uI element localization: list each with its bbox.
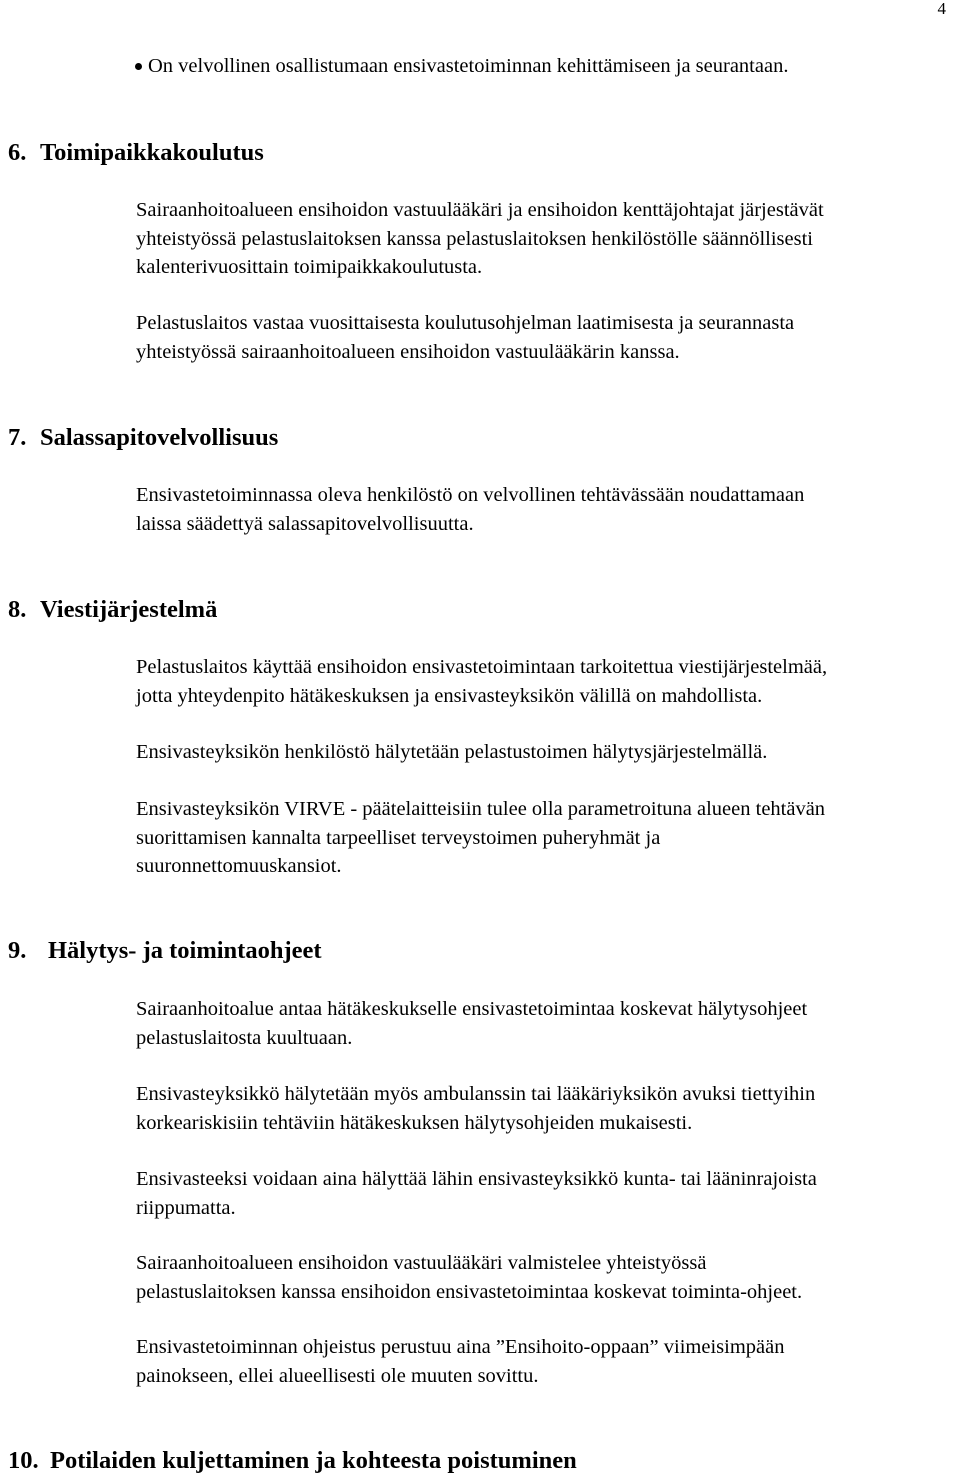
section-6-heading bbox=[8, 138, 264, 168]
text-line: korkeariskisiin tehtäviin hätäkeskuksen hälytysohjeiden mukaisesti. bbox=[136, 1111, 693, 1134]
text-line: Ensivasteyksikkö hälytetään myös ambulanssin tai lääkäriyksikön avuksi tiettyihin bbox=[136, 1083, 816, 1105]
text-line: suuronnettomuuskansiot. bbox=[136, 855, 342, 877]
text-line: Ensivastetoiminnassa oleva henkilöstö on velvollinen tehtävässään noudattamaan bbox=[136, 484, 805, 506]
text-line: jotta yhteydenpito hätäkeskuksen ja ensivasteyksikön välillä on mahdollista. bbox=[136, 684, 763, 707]
section-9-paragraph-3 bbox=[136, 1165, 817, 1222]
text-line: laissa säädettyä salassapitovelvollisuutta. bbox=[136, 512, 474, 535]
text-line: Sairaanhoitoalueen ensihoidon vastuulääkäri ja ensihoidon kenttäjohtajat järjestävät bbox=[136, 199, 824, 221]
text-line: Ensivasteyksikön henkilöstö hälytetään pelastustoimen hälytysjärjestelmällä. bbox=[136, 741, 768, 763]
section-8-paragraph-2 bbox=[136, 738, 767, 767]
section-9-paragraph-4 bbox=[136, 1249, 802, 1306]
text-line: Pelastuslaitos käyttää ensihoidon ensivastetoimintaan tarkoitettua viestijärjestelmää, bbox=[136, 656, 828, 678]
section-6-paragraph-2 bbox=[136, 309, 794, 366]
text-line: Pelastuslaitos vastaa vuosittaisesta koulutusohjelman laatimisesta ja seurannasta bbox=[136, 312, 795, 334]
section-title: Potilaiden kuljettaminen ja kohteesta poistuminen bbox=[50, 1447, 577, 1474]
text-line: painokseen, ellei alueellisesti ole muuten sovittu. bbox=[136, 1364, 539, 1387]
page-number: 4 bbox=[937, 0, 946, 18]
section-9-paragraph-5 bbox=[136, 1333, 784, 1390]
section-9-paragraph-1 bbox=[136, 995, 807, 1052]
section-9-heading bbox=[8, 936, 322, 966]
section-7-paragraph-1 bbox=[136, 481, 804, 538]
section-number: 9. bbox=[8, 937, 27, 964]
section-6-paragraph-1 bbox=[136, 196, 824, 282]
section-10-heading bbox=[8, 1446, 577, 1476]
bullet-dot bbox=[135, 63, 142, 70]
text-line: riippumatta. bbox=[136, 1196, 236, 1219]
text-line: pelastuslaitosta kuultuaan. bbox=[136, 1026, 353, 1049]
section-7-heading bbox=[8, 423, 278, 453]
text-line: yhteistyössä sairaanhoitoalueen ensihoidon vastuulääkärin kanssa. bbox=[136, 340, 680, 363]
section-number: 7. bbox=[8, 424, 27, 451]
section-8-paragraph-1 bbox=[136, 653, 827, 710]
section-8-paragraph-3 bbox=[136, 795, 825, 881]
text-line: suorittamisen kannalta tarpeelliset terveystoimen puheryhmät ja bbox=[136, 826, 661, 849]
section-number: 10. bbox=[8, 1447, 39, 1474]
text-line: yhteistyössä pelastuslaitoksen kanssa pelastuslaitoksen henkilöstölle säännöllisesti bbox=[136, 227, 813, 250]
section-title: Hälytys- ja toimintaohjeet bbox=[48, 937, 322, 964]
text-line: Sairaanhoitoalueen ensihoidon vastuulääkäri valmistelee yhteistyössä bbox=[136, 1252, 707, 1274]
section-8-heading bbox=[8, 595, 217, 625]
text-line: Ensivasteyksikön VIRVE - päätelaitteisiin tulee olla parametroituna alueen tehtävän bbox=[136, 798, 826, 820]
text-line: kalenterivuosittain toimipaikkakoulutusta. bbox=[136, 256, 483, 278]
text-line: Sairaanhoitoalue antaa hätäkeskukselle ensivastetoimintaa koskevat hälytysohjeet bbox=[136, 998, 808, 1020]
text-line: Ensivastetoiminnan ohjeistus perustuu aina ”Ensihoito-oppaan” viimeisimpään bbox=[136, 1336, 785, 1358]
text-line: Ensivasteeksi voidaan aina hälyttää lähin ensivasteyksikkö kunta- tai lääninrajoista bbox=[136, 1168, 817, 1190]
text-line: pelastuslaitoksen kanssa ensihoidon ensivastetoimintaa koskevat toiminta-ohjeet. bbox=[136, 1280, 803, 1303]
bullet-item: On velvollinen osallistumaan ensivastetoiminnan kehittämiseen ja seurantaan. bbox=[148, 55, 789, 77]
section-title: Toimipaikkakoulutus bbox=[40, 139, 264, 166]
section-title: Salassapitovelvollisuus bbox=[40, 424, 279, 451]
section-9-paragraph-2 bbox=[136, 1080, 815, 1137]
section-number: 6. bbox=[8, 139, 27, 166]
section-number: 8. bbox=[8, 596, 27, 623]
section-title: Viestijärjestelmä bbox=[40, 596, 218, 623]
